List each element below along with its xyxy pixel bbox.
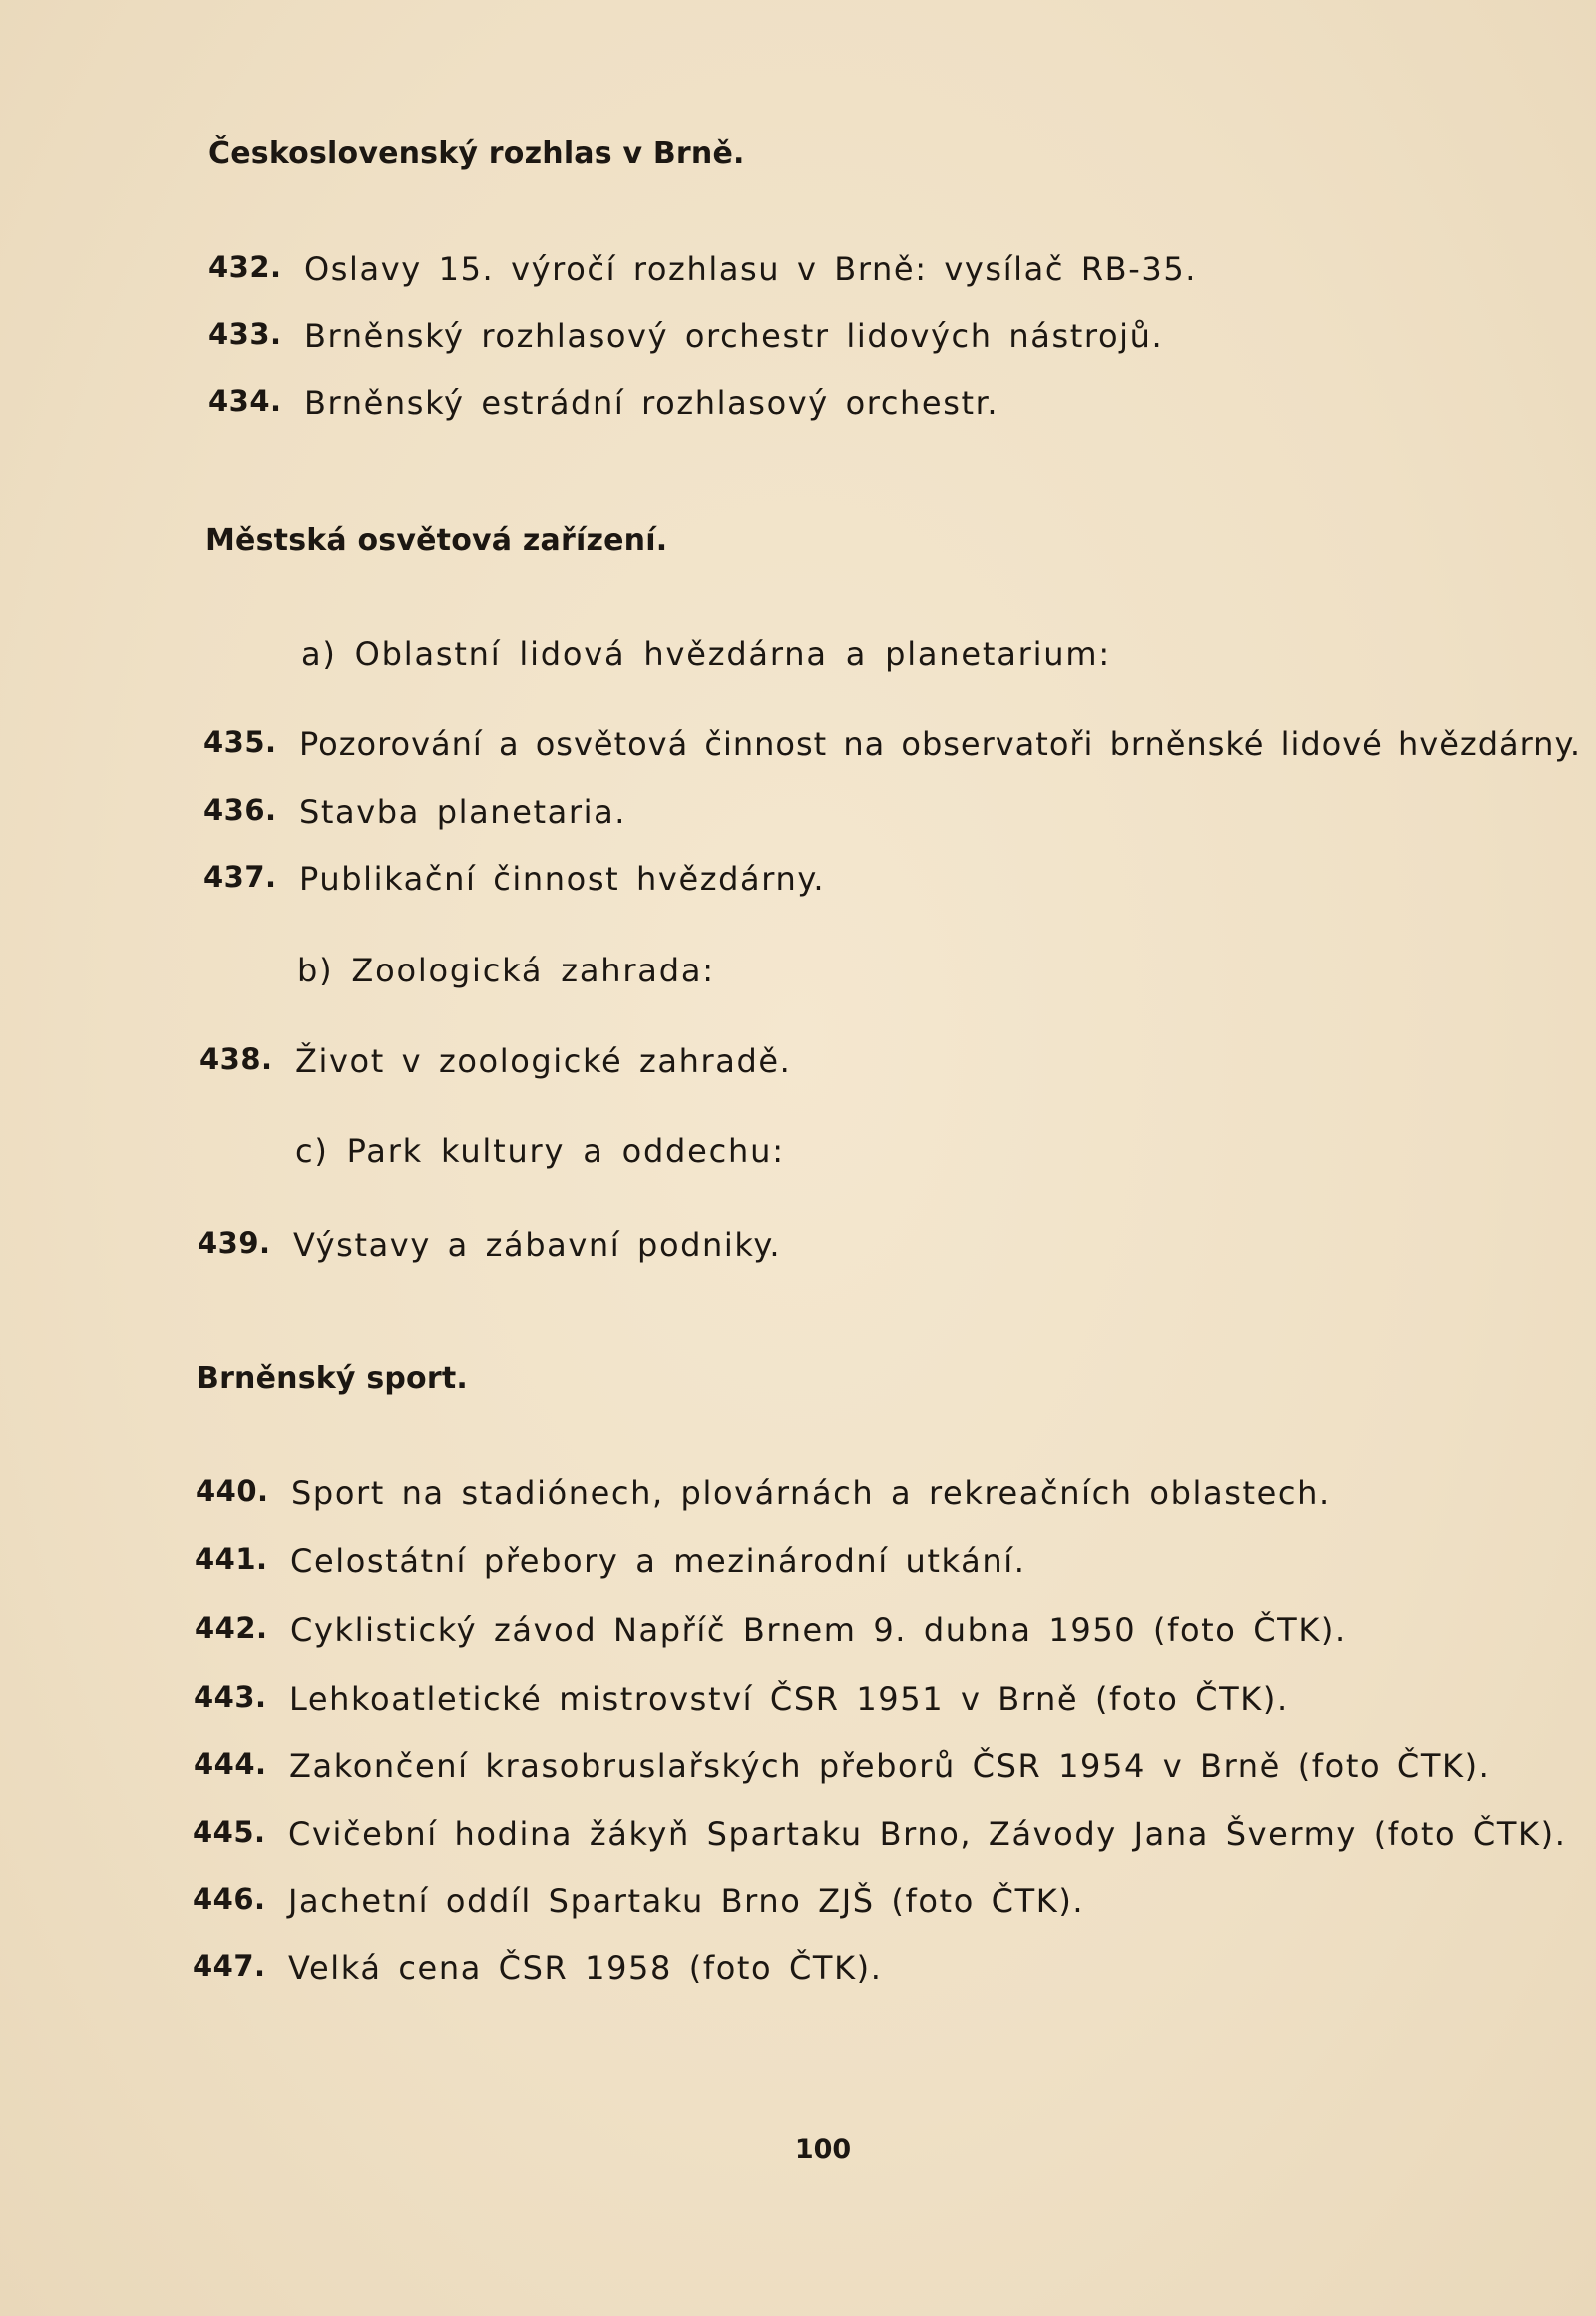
item-text: Publikační činnost hvězdárny.	[299, 860, 826, 898]
item-number: 438.	[200, 1042, 273, 1076]
item-text: Stavba planetaria.	[299, 793, 627, 831]
item-number: 446.	[193, 1882, 266, 1916]
item-text: Sport na stadiónech, plovárnách a rekreačních oblastech.	[291, 1474, 1331, 1512]
item-text: Cyklistický závod Napříč Brnem 9. dubna 1950 (foto ČTK).	[290, 1611, 1347, 1649]
subsection-heading-zoo: b) Zoologická zahrada:	[297, 952, 715, 989]
subsection-heading-park: c) Park kultury a oddechu:	[295, 1132, 785, 1170]
item-text: Lehkoatletické mistrovství ČSR 1951 v Brně (foto ČTK).	[289, 1680, 1289, 1718]
item-number: 440.	[196, 1474, 269, 1508]
subsection-heading-observatory: a) Oblastní lidová hvězdárna a planetarium:	[301, 635, 1111, 673]
item-number: 433.	[208, 317, 282, 351]
item-text: Pozorování a osvětová činnost na observatoři brněnské lidové hvězdárny.	[299, 725, 1581, 763]
item-text: Zakončení krasobruslařských přeborů ČSR 1954 v Brně (foto ČTK).	[289, 1747, 1491, 1785]
section-heading-sport: Brněnský sport.	[197, 1361, 469, 1396]
item-number: 439.	[198, 1226, 271, 1260]
item-text: Brněnský rozhlasový orchestr lidových nástrojů.	[304, 317, 1164, 355]
item-number: 437.	[203, 860, 277, 894]
item-number: 445.	[193, 1815, 266, 1849]
item-text: Oslavy 15. výročí rozhlasu v Brně: vysílač RB-35.	[304, 250, 1198, 288]
section-heading-education: Městská osvětová zařízení.	[205, 523, 668, 558]
page-number: 100	[794, 2134, 852, 2165]
item-number: 435.	[203, 725, 277, 759]
item-number: 441.	[195, 1542, 268, 1576]
item-number: 443.	[194, 1680, 267, 1714]
item-number: 432.	[208, 250, 282, 284]
item-text: Brněnský estrádní rozhlasový orchestr.	[304, 384, 999, 422]
item-number: 434.	[208, 384, 282, 418]
item-text: Jachetní oddíl Spartaku Brno ZJŠ (foto ČTK).	[288, 1882, 1085, 1920]
section-heading-radio: Československý rozhlas v Brně.	[208, 136, 745, 171]
item-text: Život v zoologické zahradě.	[295, 1042, 792, 1080]
item-number: 436.	[203, 793, 277, 827]
item-number: 447.	[193, 1949, 266, 1983]
item-text: Výstavy a zábavní podniky.	[293, 1226, 782, 1264]
item-text: Celostátní přebory a mezinárodní utkání.	[290, 1542, 1026, 1580]
item-text: Velká cena ČSR 1958 (foto ČTK).	[288, 1949, 883, 1987]
item-number: 444.	[194, 1747, 267, 1781]
item-text: Cvičební hodina žákyň Spartaku Brno, Závody Jana Švermy (foto ČTK).	[288, 1815, 1567, 1853]
item-number: 442.	[195, 1611, 268, 1645]
